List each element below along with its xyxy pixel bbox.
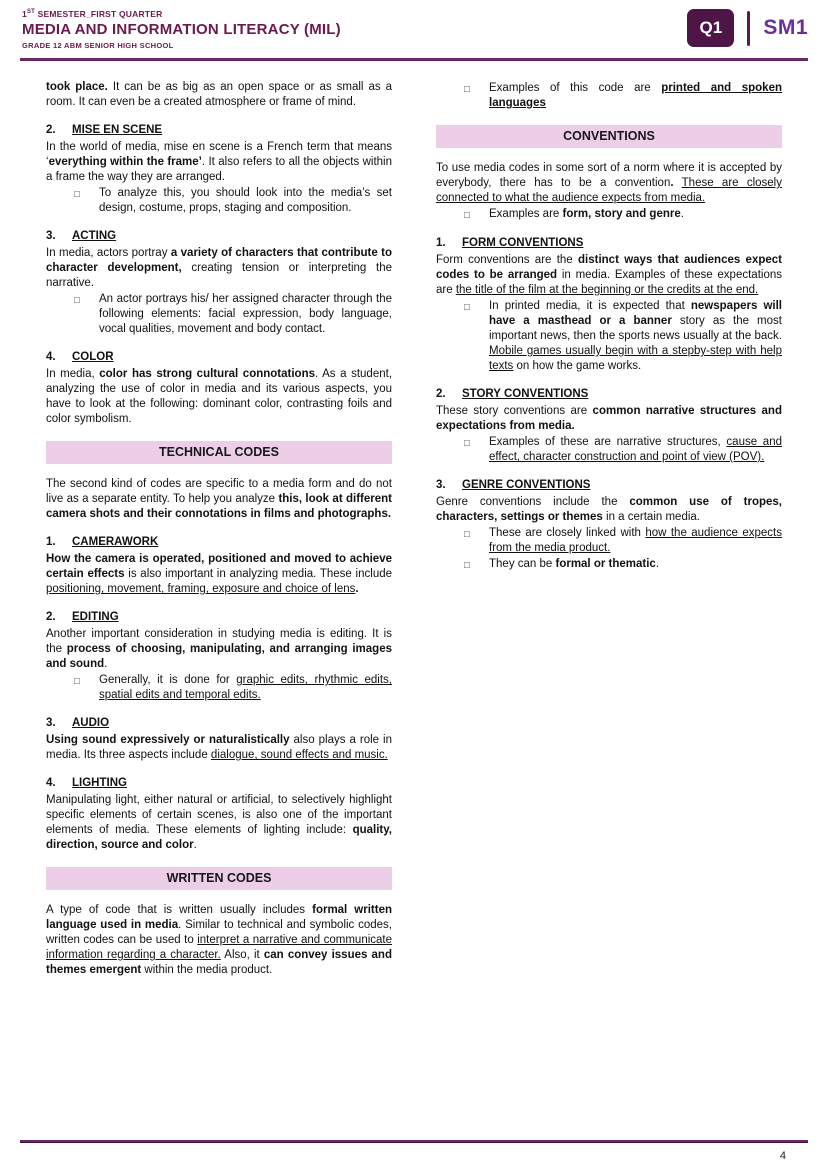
paragraph: took place. It can be as big as an open space or as small as a room. It can even be a created atmosphere or frame of mind. xyxy=(46,81,392,108)
item-number: 4. xyxy=(46,351,56,363)
bullet-text: Generally, it is done for graphic edits, rhythmic edits, spatial edits and temporal edits. xyxy=(99,674,392,701)
bullet-text: They can be formal or thematic. xyxy=(489,558,660,570)
bullet-text: These are closely linked with how the audience expects from the media product. xyxy=(489,527,782,554)
paragraph: In the world of media, mise en scene is a French term that means ‘everything within the frame’. It also refers to all the objects within a frame the way they are arranged. xyxy=(46,141,392,183)
numbered-heading xyxy=(46,350,392,365)
bullet-text: In printed media, it is expected that newspapers will have a masthead or a banner story as the most important news, then the sports news usually at the back. Mobile games usually begin with a stepby-step with help texts on how the game works. xyxy=(489,300,782,372)
square-bullet-icon: □ xyxy=(464,529,470,540)
item-title: COLOR xyxy=(72,351,114,363)
column-right xyxy=(436,80,782,978)
item-title: GENRE CONVENTIONS xyxy=(462,479,591,491)
item-number: 2. xyxy=(436,388,446,400)
item-title: LIGHTING xyxy=(72,777,127,789)
section-heading-band: WRITTEN CODES xyxy=(46,867,392,890)
item-title: STORY CONVENTIONS xyxy=(462,388,589,400)
numbered-heading xyxy=(46,610,392,625)
item-number: 3. xyxy=(46,230,56,242)
footer-rule xyxy=(20,1140,808,1143)
bullet-text: Examples of this code are printed and spoken languages xyxy=(489,82,782,109)
bullet-item xyxy=(74,186,392,216)
paragraph: The second kind of codes are specific to a media form and do not live as a separate entity. To help you analyze this, look at different camera shots and their connotations in films and photographs. xyxy=(46,478,393,520)
section-heading-band: CONVENTIONS xyxy=(436,125,782,148)
paragraph: In media, color has strong cultural connotations. As a student, analyzing the use of color in media and its various aspects, you have to look at the following: dominant color, contrasting foils and color symbolism. xyxy=(46,368,393,425)
bullet-item xyxy=(464,435,782,465)
item-title: MISE EN SCENE xyxy=(72,124,163,136)
item-number: 2. xyxy=(46,124,56,136)
bullet-text: An actor portrays his/ her assigned character through the following elements: facial expression, body language, vocal qualities, movement and body contact. xyxy=(99,293,392,335)
paragraph: Genre conventions include the common use of tropes, characters, settings or themes in a certain media. xyxy=(436,496,782,523)
item-number: 3. xyxy=(46,717,56,729)
semester-label: 1ST SEMESTER_FIRST QUARTER xyxy=(22,9,163,19)
square-bullet-icon: □ xyxy=(464,438,470,449)
page-number: 4 xyxy=(779,1150,786,1162)
paragraph: How the camera is operated, positioned and moved to achieve certain effects is also important in analyzing media. These include positioning, movement, framing, exposure and choice of lens. xyxy=(46,553,393,595)
header-badges xyxy=(687,8,808,48)
paragraph: Form conventions are the distinct ways that audiences expect codes to be arranged in media. Examples of these expectations are the title of the film at the beginning or the credits at the end. xyxy=(436,254,782,296)
item-number: 2. xyxy=(46,611,56,623)
bullet-text: Examples are form, story and genre. xyxy=(489,208,684,220)
numbered-heading xyxy=(46,716,392,731)
column-left xyxy=(46,80,392,978)
paragraph: In media, actors portray a variety of characters that contribute to character development, creating tension or interpreting the narrative. xyxy=(46,247,393,289)
content-area xyxy=(0,61,828,978)
section-heading-band: TECHNICAL CODES xyxy=(46,441,392,464)
item-number: 3. xyxy=(436,479,446,491)
item-number: 1. xyxy=(46,536,56,548)
numbered-heading xyxy=(436,387,782,402)
item-title: CAMERAWORK xyxy=(72,536,159,548)
module-code: SM1 xyxy=(763,16,808,39)
item-title: AUDIO xyxy=(72,717,110,729)
square-bullet-icon: □ xyxy=(464,302,470,313)
item-number: 1. xyxy=(436,237,446,249)
bullet-item xyxy=(74,292,392,337)
square-bullet-icon: □ xyxy=(74,676,80,687)
paragraph: A type of code that is written usually includes formal written language used in media. Similar to technical and symbolic codes, written codes can be used to interpret a narrative and communicate information regarding a character. Also, it can convey issues and themes emergent within the media product. xyxy=(46,904,393,976)
square-bullet-icon: □ xyxy=(464,84,470,95)
quarter-badge: Q1 xyxy=(687,9,734,47)
paragraph: Another important consideration in studying media is editing. It is the process of choosing, manipulating, and arranging images and sound. xyxy=(46,628,392,670)
page-header xyxy=(0,0,828,54)
bullet-item xyxy=(464,81,782,111)
paragraph: To use media codes in some sort of a norm where it is accepted by everybody, there has to be a convention. These are closely connected to what the audience expects from media. xyxy=(436,162,782,204)
paragraph: Manipulating light, either natural or artificial, to selectively highlight specific elements of certain scenes, is also one of the important elements of media. These elements of lighting include: quality, direction, source and color. xyxy=(46,794,392,851)
bullet-text: Examples of these are narrative structures, cause and effect, character construction and point of view (POV). xyxy=(489,436,782,463)
numbered-heading xyxy=(46,535,392,550)
square-bullet-icon: □ xyxy=(464,560,470,571)
bullet-item xyxy=(464,557,782,573)
numbered-heading xyxy=(46,123,392,138)
item-title: ACTING xyxy=(72,230,117,242)
item-title: EDITING xyxy=(72,611,119,623)
bullet-item xyxy=(464,299,782,374)
square-bullet-icon: □ xyxy=(74,189,80,200)
bullet-item xyxy=(74,673,392,703)
bullet-item xyxy=(464,526,782,556)
square-bullet-icon: □ xyxy=(464,210,470,221)
paragraph: These story conventions are common narrative structures and expectations from media. xyxy=(436,405,782,432)
numbered-heading xyxy=(436,236,782,251)
numbered-heading xyxy=(436,478,782,493)
page-title: MEDIA AND INFORMATION LITERACY (MIL) xyxy=(22,21,341,38)
numbered-heading xyxy=(46,776,392,791)
bullet-item xyxy=(464,207,782,223)
numbered-heading xyxy=(46,229,392,244)
badge-divider xyxy=(747,11,750,46)
item-title: FORM CONVENTIONS xyxy=(462,237,584,249)
grade-label: GRADE 12 ABM SENIOR HIGH SCHOOL xyxy=(22,41,174,50)
item-number: 4. xyxy=(46,777,56,789)
bullet-text: To analyze this, you should look into the media’s set design, costume, props, staging and composition. xyxy=(99,187,392,214)
square-bullet-icon: □ xyxy=(74,295,80,306)
paragraph: Using sound expressively or naturalistically also plays a role in media. Its three aspects include dialogue, sound effects and music. xyxy=(46,734,392,761)
